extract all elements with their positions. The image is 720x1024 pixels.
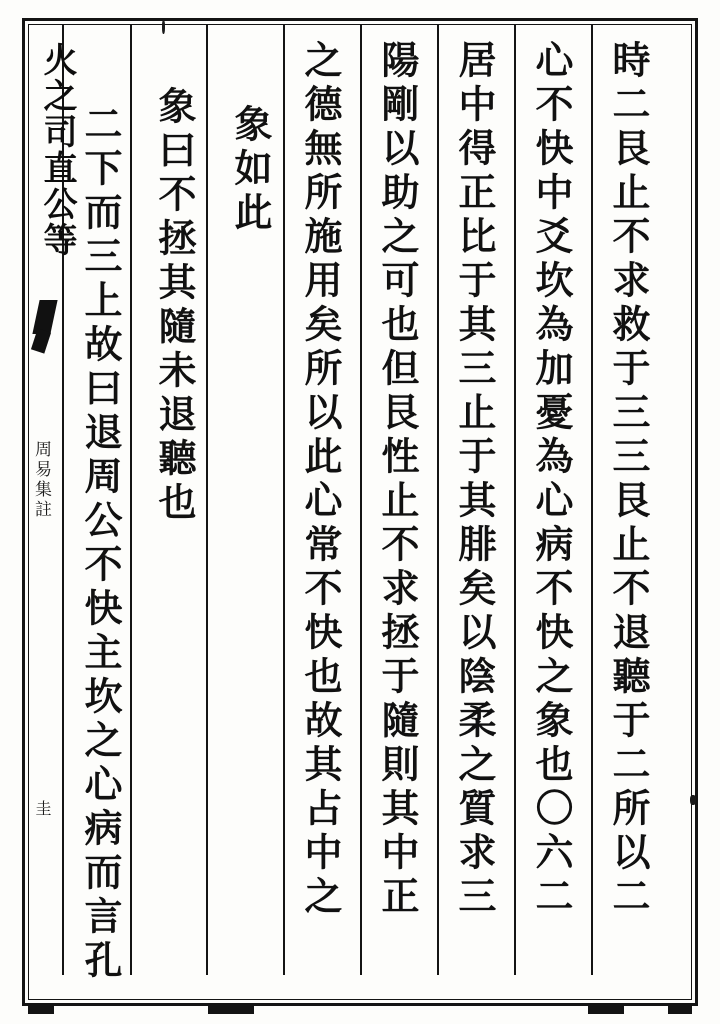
ink-speck bbox=[690, 795, 696, 805]
column-rule bbox=[437, 24, 439, 975]
text-column-3: 居中得正比于其三止于其腓矣以陰柔之質求三 bbox=[452, 40, 497, 920]
text-column-2: 心不快中爻坎為加憂為心病不快之象也〇六二 bbox=[529, 40, 574, 920]
folio-number: 圭 bbox=[33, 800, 52, 816]
text-column-5: 之德無所施用矣所以此心常不快也故其占中之 bbox=[298, 40, 343, 920]
page-bottom-edge bbox=[28, 1004, 692, 1018]
block-title-banner: 火之司直公等 bbox=[37, 42, 77, 258]
ink-speck bbox=[162, 20, 165, 34]
text-column-4: 陽剛以助之可也但艮性止不求拯于隨則其中正 bbox=[375, 40, 420, 920]
text-column-8: 二下而三上故曰退周公不快主坎之心病而言孔 bbox=[78, 104, 123, 984]
column-rule bbox=[206, 24, 208, 975]
edition-note: 周易集註 bbox=[31, 440, 51, 520]
column-rule bbox=[283, 24, 285, 975]
column-rule bbox=[130, 24, 132, 975]
column-rule bbox=[360, 24, 362, 975]
text-column-1: 時二艮止不求救于三三艮止不退聽于二所以二 bbox=[606, 40, 651, 920]
column-rule bbox=[514, 24, 516, 975]
text-column-7: 象曰不拯其隨未退聽也 bbox=[152, 86, 197, 526]
column-rule bbox=[591, 24, 593, 975]
text-column-6: 象如此 bbox=[228, 104, 273, 236]
